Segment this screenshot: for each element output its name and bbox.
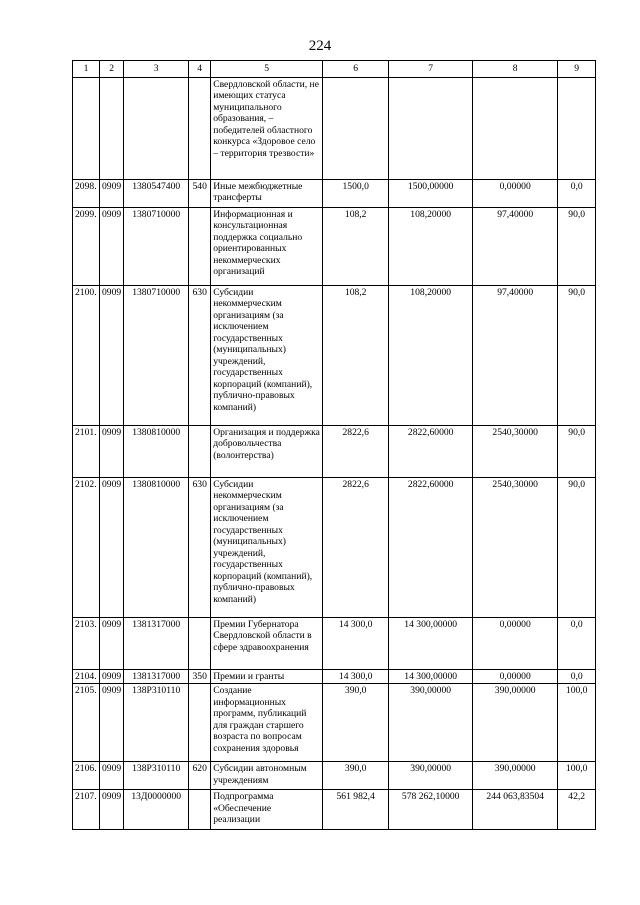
table-row: [73, 285, 596, 425]
planned-amount-cell: 14 300,0: [323, 617, 389, 669]
row-number-cell: 2104.: [73, 669, 100, 684]
refined-amount-cell: 2822,60000: [389, 425, 473, 477]
expense-type-cell: [189, 207, 211, 285]
refined-amount-cell: 2822,60000: [389, 477, 473, 617]
refined-amount-cell: [389, 77, 473, 179]
expense-type-cell: [189, 425, 211, 477]
refined-amount-cell: 108,20000: [389, 207, 473, 285]
executed-amount-cell: 2540,30000: [473, 477, 558, 617]
row-number-cell: 2105.: [73, 684, 100, 762]
refined-amount-cell: 1500,00000: [389, 179, 473, 207]
planned-amount-cell: [323, 77, 389, 179]
expense-type-cell: [189, 684, 211, 762]
budget-table: [72, 60, 596, 830]
percent-cell: [558, 77, 596, 179]
row-number-cell: 2102.: [73, 477, 100, 617]
target-article-cell: 1381317000: [124, 669, 189, 684]
row-number-cell: 2107.: [73, 790, 100, 830]
column-header: 6: [323, 61, 389, 78]
section-code-cell: 0909: [100, 285, 124, 425]
row-number-cell: 2100.: [73, 285, 100, 425]
column-header: 1: [73, 61, 100, 78]
section-code-cell: 0909: [100, 207, 124, 285]
table-row: [73, 762, 596, 790]
column-header: 3: [124, 61, 189, 78]
target-article-cell: 1380710000: [124, 207, 189, 285]
planned-amount-cell: 2822,6: [323, 425, 389, 477]
percent-cell: 0,0: [558, 179, 596, 207]
section-code-cell: 0909: [100, 617, 124, 669]
section-code-cell: 0909: [100, 669, 124, 684]
name-cell: Субсидии некоммерческим организациям (за исключением государственных (муниципальных) учреждений, государственных корпораций (компаний), публично-правовых компаний): [211, 477, 323, 617]
row-number-cell: 2098.: [73, 179, 100, 207]
target-article-cell: 1380810000: [124, 425, 189, 477]
planned-amount-cell: 1500,0: [323, 179, 389, 207]
refined-amount-cell: 390,00000: [389, 762, 473, 790]
refined-amount-cell: 14 300,00000: [389, 617, 473, 669]
name-cell: Премии Губернатора Свердловской области в сфере здравоохранения: [211, 617, 323, 669]
planned-amount-cell: 390,0: [323, 762, 389, 790]
planned-amount-cell: 561 982,4: [323, 790, 389, 830]
expense-type-cell: 630: [189, 285, 211, 425]
column-header: 5: [211, 61, 323, 78]
table-row: [73, 669, 596, 684]
name-cell: Свердловской области, не имеющих статуса муниципального образования, – победителей областного конкурса «Здоровое село – территория трезвости»: [211, 77, 323, 179]
executed-amount-cell: 390,00000: [473, 762, 558, 790]
percent-cell: 90,0: [558, 425, 596, 477]
expense-type-cell: [189, 77, 211, 179]
executed-amount-cell: 390,00000: [473, 684, 558, 762]
percent-cell: 90,0: [558, 285, 596, 425]
executed-amount-cell: 97,40000: [473, 285, 558, 425]
name-cell: Премии и гранты: [211, 669, 323, 684]
table-row: [73, 790, 596, 830]
percent-cell: 90,0: [558, 207, 596, 285]
column-header: 7: [389, 61, 473, 78]
percent-cell: 100,0: [558, 684, 596, 762]
target-article-cell: 1380547400: [124, 179, 189, 207]
percent-cell: 90,0: [558, 477, 596, 617]
expense-type-cell: 620: [189, 762, 211, 790]
expense-type-cell: 350: [189, 669, 211, 684]
row-number-cell: 2101.: [73, 425, 100, 477]
section-code-cell: 0909: [100, 179, 124, 207]
header-row: [73, 61, 596, 78]
refined-amount-cell: 14 300,00000: [389, 669, 473, 684]
executed-amount-cell: [473, 77, 558, 179]
row-number-cell: 2106.: [73, 762, 100, 790]
section-code-cell: 0909: [100, 425, 124, 477]
percent-cell: 42,2: [558, 790, 596, 830]
executed-amount-cell: 2540,30000: [473, 425, 558, 477]
executed-amount-cell: 0,00000: [473, 179, 558, 207]
expense-type-cell: [189, 790, 211, 830]
section-code-cell: [100, 77, 124, 179]
table-row: [73, 425, 596, 477]
refined-amount-cell: 578 262,10000: [389, 790, 473, 830]
column-header: 8: [473, 61, 558, 78]
executed-amount-cell: 244 063,83504: [473, 790, 558, 830]
section-code-cell: 0909: [100, 790, 124, 830]
section-code-cell: 0909: [100, 684, 124, 762]
planned-amount-cell: 390,0: [323, 684, 389, 762]
row-number-cell: [73, 77, 100, 179]
planned-amount-cell: 14 300,0: [323, 669, 389, 684]
target-article-cell: 13Д0000000: [124, 790, 189, 830]
executed-amount-cell: 0,00000: [473, 617, 558, 669]
page-number: 224: [308, 38, 332, 54]
executed-amount-cell: 97,40000: [473, 207, 558, 285]
section-code-cell: 0909: [100, 477, 124, 617]
name-cell: Информационная и консультационная поддержка социально ориентированных некоммерческих организаций: [211, 207, 323, 285]
row-number-cell: 2103.: [73, 617, 100, 669]
target-article-cell: 138P310110: [124, 762, 189, 790]
table-row: [73, 179, 596, 207]
section-code-cell: 0909: [100, 762, 124, 790]
table-row: [73, 684, 596, 762]
target-article-cell: 1380810000: [124, 477, 189, 617]
target-article-cell: [124, 77, 189, 179]
target-article-cell: 1381317000: [124, 617, 189, 669]
planned-amount-cell: 108,2: [323, 207, 389, 285]
refined-amount-cell: 390,00000: [389, 684, 473, 762]
target-article-cell: 138P310110: [124, 684, 189, 762]
name-cell: Иные межбюджетные трансферты: [211, 179, 323, 207]
percent-cell: 0,0: [558, 669, 596, 684]
row-number-cell: 2099.: [73, 207, 100, 285]
column-header: 4: [189, 61, 211, 78]
expense-type-cell: 540: [189, 179, 211, 207]
table-row: [73, 207, 596, 285]
column-header: 2: [100, 61, 124, 78]
table-row: [73, 617, 596, 669]
table-body: [73, 77, 596, 830]
executed-amount-cell: 0,00000: [473, 669, 558, 684]
percent-cell: 100,0: [558, 762, 596, 790]
target-article-cell: 1380710000: [124, 285, 189, 425]
name-cell: Организация и поддержка добровольчества (волонтерства): [211, 425, 323, 477]
name-cell: Подпрограмма «Обеспечение реализации: [211, 790, 323, 830]
percent-cell: 0,0: [558, 617, 596, 669]
name-cell: Создание информационных программ, публикаций для граждан старшего возраста по вопросам сохранения здоровья: [211, 684, 323, 762]
name-cell: Субсидии автономным учреждениям: [211, 762, 323, 790]
column-header: 9: [558, 61, 596, 78]
name-cell: Субсидии некоммерческим организациям (за исключением государственных (муниципальных) учреждений, государственных корпораций (компаний), публично-правовых компаний): [211, 285, 323, 425]
table-row: [73, 477, 596, 617]
expense-type-cell: 630: [189, 477, 211, 617]
refined-amount-cell: 108,20000: [389, 285, 473, 425]
planned-amount-cell: 108,2: [323, 285, 389, 425]
expense-type-cell: [189, 617, 211, 669]
planned-amount-cell: 2822,6: [323, 477, 389, 617]
table-row: [73, 77, 596, 179]
